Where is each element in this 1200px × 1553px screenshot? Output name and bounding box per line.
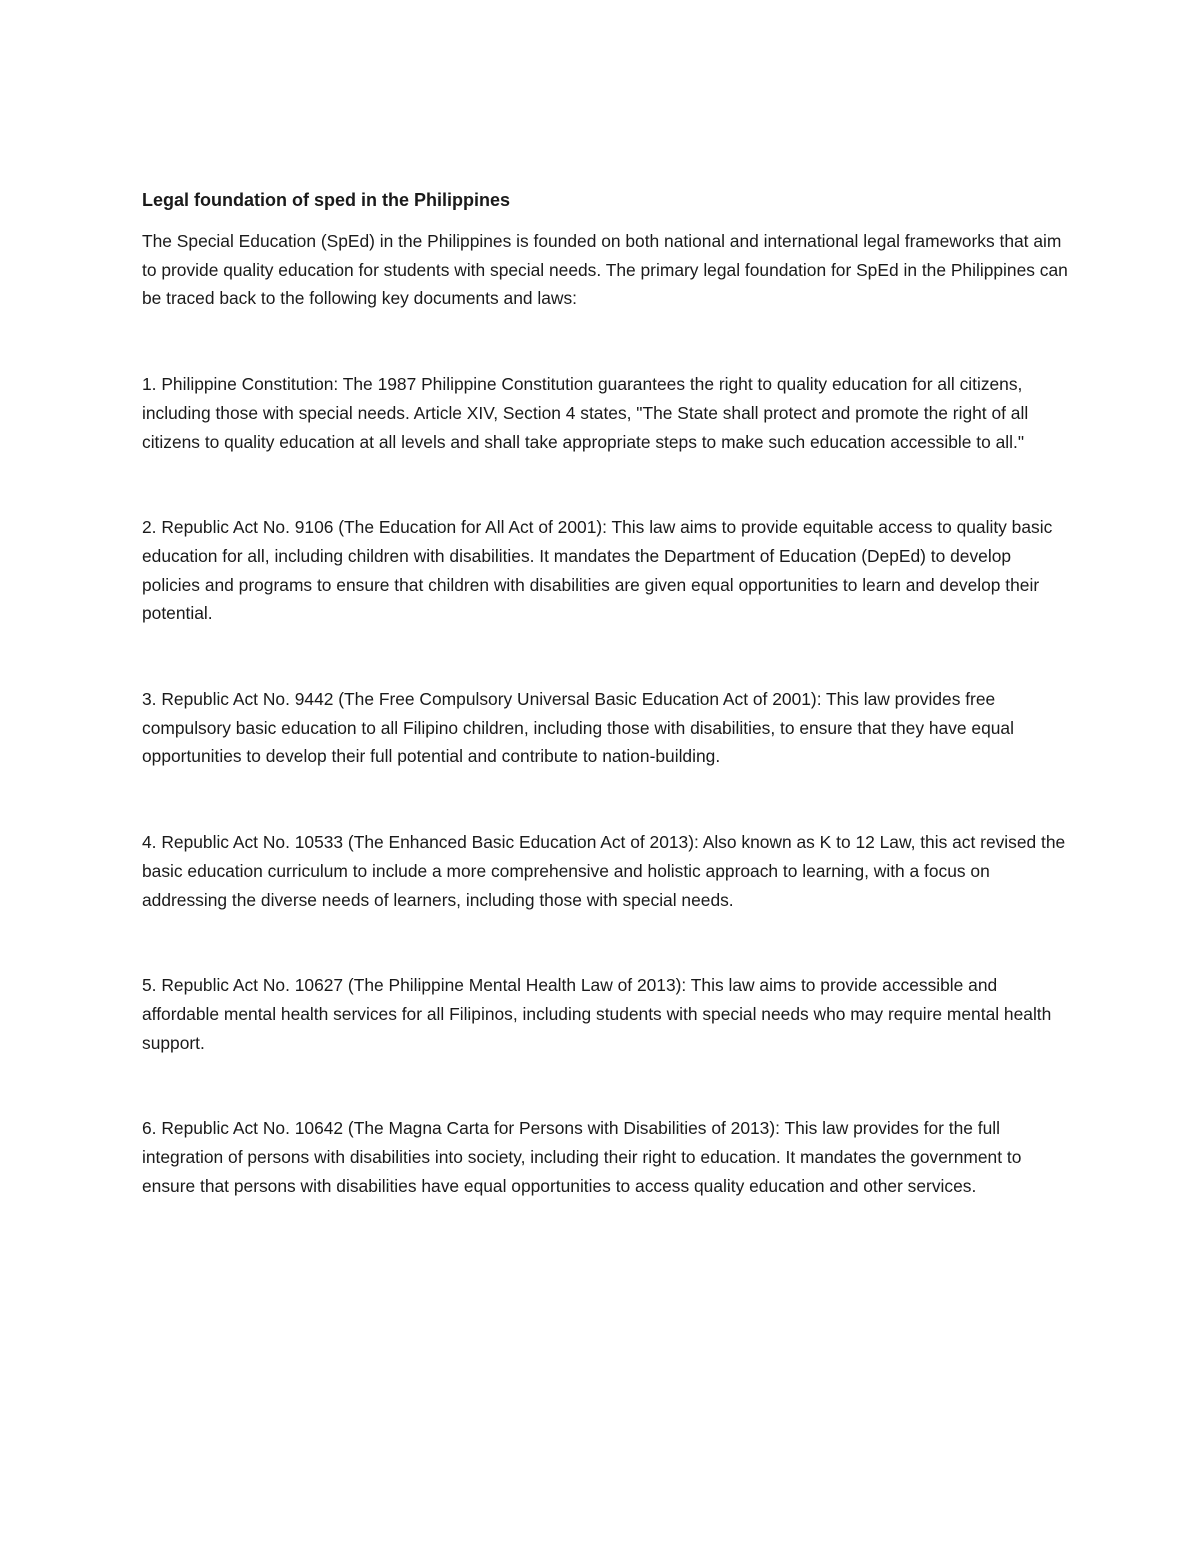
list-item: 5. Republic Act No. 10627 (The Philippine Mental Health Law of 2013): This law aims to provide accessible and affordable mental health services for all Filipinos, including students with special needs who may require mental health support. [142, 975, 1052, 1053]
document-body [142, 186, 1072, 1200]
list-item: 4. Republic Act No. 10533 (The Enhanced Basic Education Act of 2013): Also known as K to 12 Law, this act revised the basic education curriculum to include a more comprehensive and holistic approach to learning, with a focus on addressing the diverse needs of learners, including those with special needs. [142, 832, 1066, 910]
intro-paragraph: The Special Education (SpEd) in the Philippines is founded on both national and international legal frameworks that aim to provide quality education for students with special needs. The primary legal foundation for SpEd in the Philippines can be traced back to the following key documents and laws: [142, 231, 1068, 309]
list-item: 6. Republic Act No. 10642 (The Magna Carta for Persons with Disabilities of 2013): This law provides for the full integration of persons with disabilities into society, including their right to education. It mandates the government to ensure that persons with disabilities have equal opportunities to access quality education and other services. [142, 1118, 1022, 1196]
document-title: Legal foundation of sped in the Philippines [142, 190, 510, 210]
list-item: 2. Republic Act No. 9106 (The Education for All Act of 2001): This law aims to provide equitable access to quality basic education for all, including children with disabilities. It mandates the Department of Education (DepEd) to develop policies and programs to ensure that children with disabilities are given equal opportunities to learn and develop their potential. [142, 517, 1053, 624]
list-item: 3. Republic Act No. 9442 (The Free Compulsory Universal Basic Education Act of 2001): This law provides free compulsory basic education to all Filipino children, including those with disabilities, to ensure that they have equal opportunities to develop their full potential and contribute to nation-building. [142, 689, 1014, 767]
list-item: 1. Philippine Constitution: The 1987 Philippine Constitution guarantees the right to quality education for all citizens, including those with special needs. Article XIV, Section 4 states, "The State shall protect and promote the right of all citizens to quality education at all levels and shall take appropriate steps to make such education accessible to all." [142, 374, 1029, 452]
